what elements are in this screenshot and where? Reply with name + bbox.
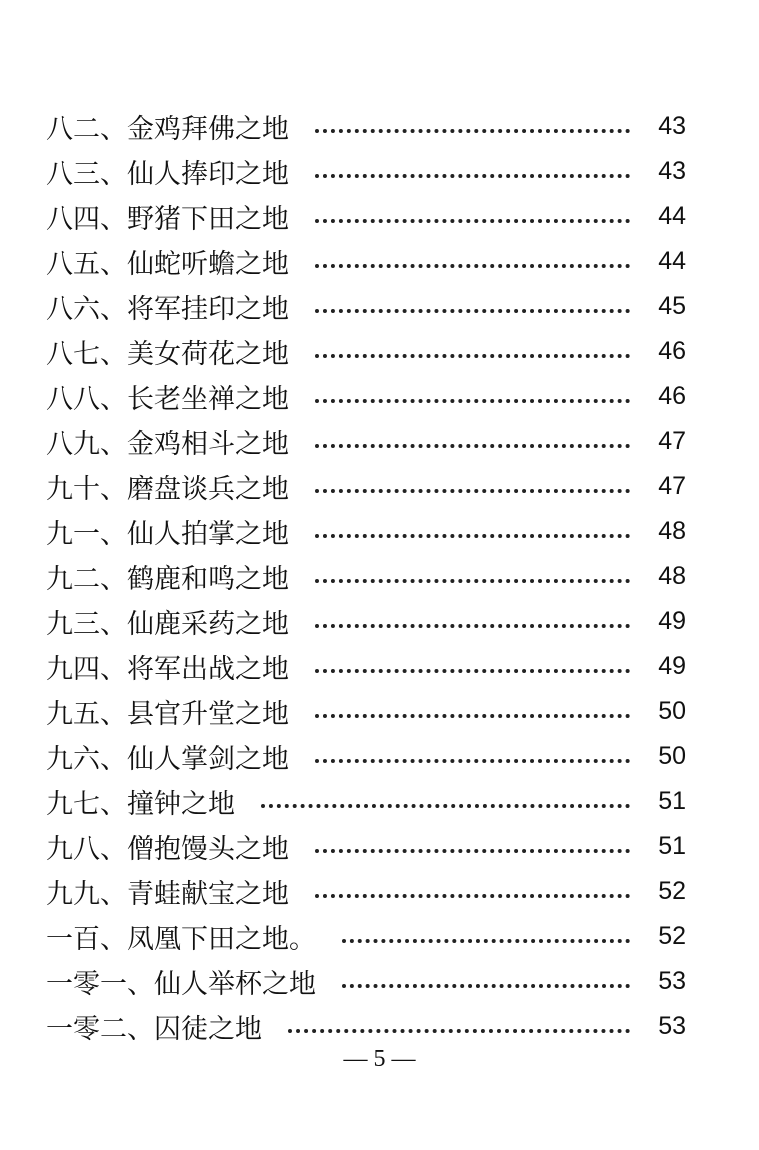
entry-title: 凤凰下田之地。 [127, 924, 316, 955]
dot-leader [315, 530, 630, 538]
entry-number: 九四、 [46, 654, 127, 685]
toc-entry[interactable] [46, 239, 686, 284]
entry-title: 长老坐禅之地 [127, 384, 289, 415]
page-reference: 53 [658, 967, 686, 995]
dot-leader [315, 575, 630, 583]
toc-entry[interactable] [46, 824, 686, 869]
dot-leader [315, 305, 630, 313]
page-reference: 53 [658, 1012, 686, 1040]
table-of-contents [46, 104, 686, 1049]
dot-leader [315, 620, 630, 628]
dot-leader [315, 125, 630, 133]
entry-title: 仙人捧印之地 [127, 159, 289, 190]
toc-entry[interactable] [46, 914, 686, 959]
page-reference: 46 [658, 337, 686, 365]
toc-entry[interactable] [46, 554, 686, 599]
toc-entry[interactable] [46, 419, 686, 464]
dot-leader [315, 710, 630, 718]
entry-number: 九二、 [46, 564, 127, 595]
toc-entry[interactable] [46, 779, 686, 824]
entry-number: 九六、 [46, 744, 127, 775]
dot-leader [315, 395, 630, 403]
entry-number: 九十、 [46, 474, 127, 505]
toc-entry[interactable] [46, 1004, 686, 1049]
dot-leader [315, 485, 630, 493]
entry-number: 一百、 [46, 924, 127, 955]
toc-entry[interactable] [46, 329, 686, 374]
toc-entry[interactable] [46, 509, 686, 554]
entry-number: 八七、 [46, 339, 127, 370]
entry-title: 仙蛇听蟾之地 [127, 249, 289, 280]
dot-leader [315, 170, 630, 178]
page-reference: 49 [658, 652, 686, 680]
page-number: — 5 — [343, 1046, 416, 1072]
page-reference: 49 [658, 607, 686, 635]
page-reference: 43 [658, 112, 686, 140]
page-reference: 43 [658, 157, 686, 185]
entry-title: 僧抱馒头之地 [127, 834, 289, 865]
entry-title: 磨盘谈兵之地 [127, 474, 289, 505]
entry-title: 金鸡相斗之地 [127, 429, 289, 460]
page-reference: 52 [658, 877, 686, 905]
entry-number: 一零二、 [46, 1014, 154, 1045]
dot-leader [315, 440, 630, 448]
entry-number: 一零一、 [46, 969, 154, 1000]
entry-number: 八三、 [46, 159, 127, 190]
entry-title: 野猪下田之地 [127, 204, 289, 235]
page-reference: 44 [658, 247, 686, 275]
page-reference: 51 [658, 832, 686, 860]
page-reference: 47 [658, 427, 686, 455]
entry-number: 八五、 [46, 249, 127, 280]
toc-entry[interactable] [46, 284, 686, 329]
entry-title: 囚徒之地 [154, 1014, 262, 1045]
entry-number: 八六、 [46, 294, 127, 325]
entry-number: 九一、 [46, 519, 127, 550]
page-reference: 44 [658, 202, 686, 230]
toc-entry[interactable] [46, 869, 686, 914]
dot-leader [261, 800, 630, 808]
toc-entry[interactable] [46, 689, 686, 734]
page-reference: 47 [658, 472, 686, 500]
page-reference: 50 [658, 697, 686, 725]
page-reference: 45 [658, 292, 686, 320]
entry-title: 青蛙献宝之地 [127, 879, 289, 910]
entry-number: 八八、 [46, 384, 127, 415]
dot-leader [315, 890, 630, 898]
dot-leader [342, 935, 630, 943]
entry-number: 八九、 [46, 429, 127, 460]
dot-leader [315, 350, 630, 358]
page-reference: 48 [658, 517, 686, 545]
dot-leader [315, 665, 630, 673]
page-reference: 52 [658, 922, 686, 950]
toc-entry[interactable] [46, 149, 686, 194]
toc-entry[interactable] [46, 104, 686, 149]
entry-title: 美女荷花之地 [127, 339, 289, 370]
entry-number: 九八、 [46, 834, 127, 865]
entry-number: 九九、 [46, 879, 127, 910]
toc-entry[interactable] [46, 644, 686, 689]
dot-leader [342, 980, 630, 988]
entry-title: 仙人拍掌之地 [127, 519, 289, 550]
entry-number: 九五、 [46, 699, 127, 730]
page-reference: 46 [658, 382, 686, 410]
toc-entry[interactable] [46, 464, 686, 509]
entry-number: 八四、 [46, 204, 127, 235]
entry-title: 金鸡拜佛之地 [127, 114, 289, 145]
dot-leader [315, 260, 630, 268]
dot-leader [315, 845, 630, 853]
toc-entry[interactable] [46, 734, 686, 779]
page-reference: 50 [658, 742, 686, 770]
entry-title: 仙人掌剑之地 [127, 744, 289, 775]
entry-title: 仙鹿采药之地 [127, 609, 289, 640]
entry-title: 将军出战之地 [127, 654, 289, 685]
entry-title: 撞钟之地 [127, 789, 235, 820]
entry-title: 将军挂印之地 [127, 294, 289, 325]
toc-entry[interactable] [46, 194, 686, 239]
entry-title: 鹤鹿和鸣之地 [127, 564, 289, 595]
toc-entry[interactable] [46, 959, 686, 1004]
dot-leader [288, 1025, 630, 1033]
dot-leader [315, 215, 630, 223]
page-reference: 48 [658, 562, 686, 590]
toc-entry[interactable] [46, 374, 686, 419]
entry-title: 县官升堂之地 [127, 699, 289, 730]
entry-number: 九七、 [46, 789, 127, 820]
dot-leader [315, 755, 630, 763]
toc-entry[interactable] [46, 599, 686, 644]
entry-title: 仙人举杯之地 [154, 969, 316, 1000]
page-reference: 51 [658, 787, 686, 815]
entry-number: 八二、 [46, 114, 127, 145]
entry-number: 九三、 [46, 609, 127, 640]
